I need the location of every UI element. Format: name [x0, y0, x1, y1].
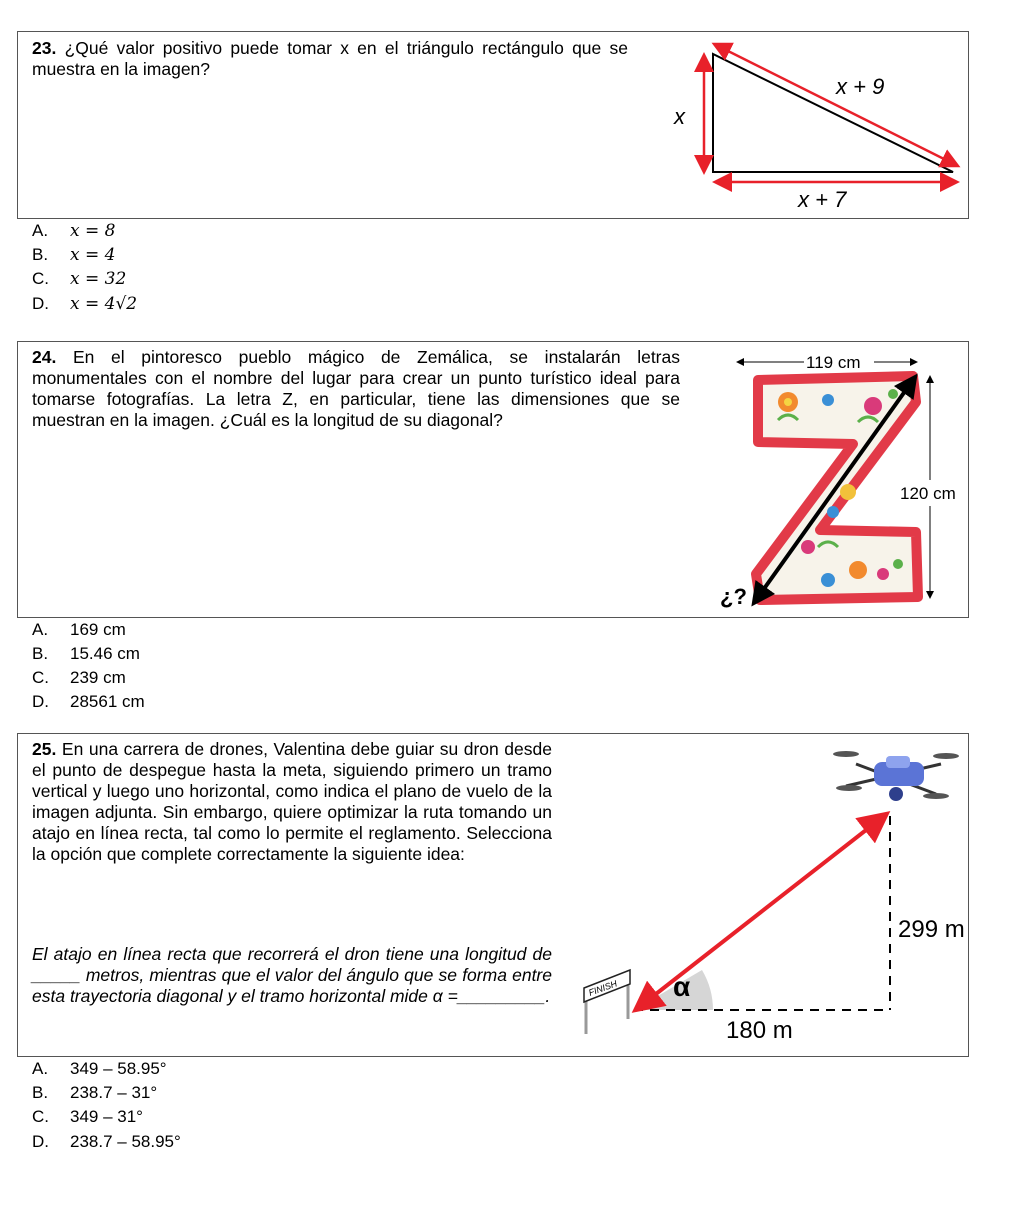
q25-option-d[interactable]: D. 238.7 – 58.95°: [32, 1132, 181, 1151]
question-23-number: 23.: [32, 38, 57, 58]
q23-option-d[interactable]: D. x = 4√2: [32, 294, 138, 314]
question-25-box: [17, 733, 969, 1057]
question-24-number: 24.: [32, 347, 57, 367]
right-triangle: [713, 54, 953, 172]
finish-gate-icon: [584, 970, 630, 1034]
q23-option-b[interactable]: B. x = 4: [32, 245, 116, 265]
drone-icon: [833, 751, 959, 801]
hyp-label: x + 9: [836, 74, 885, 99]
angle-label: α: [673, 971, 691, 1002]
q24-option-d[interactable]: D. 28561 cm: [32, 692, 145, 711]
drone-figure: [556, 734, 966, 1054]
unknown-label: ¿?: [720, 584, 747, 609]
question-23-box: [17, 31, 969, 219]
question-24-box: [17, 341, 969, 618]
question-25-text: [32, 739, 552, 865]
base-label: x + 7: [798, 187, 847, 212]
question-25-statement: En una carrera de drones, Valentina debe guiar su dron desde el punto de despegue hasta la meta, siguiendo primero un tramo vertical y luego uno horizontal, como indica el plano de vuelo de la imagen adjunta. Sin embargo, quiere optimizar la ruta tomando un atajo en línea recta, tal como lo permite el reglamento. Selecciona la opción que complete correctamente la siguiente idea:: [32, 739, 552, 864]
q23-option-a[interactable]: A. x = 8: [32, 221, 116, 241]
q24-option-a[interactable]: A. 169 cm: [32, 620, 126, 639]
triangle-figure: [668, 32, 968, 216]
question-25-idea: El atajo en línea recta que recorrerá el dron tiene una longitud de _____ metros, mientras que el valor del ángulo que se forma entre esta trayectoria diagonal y el tramo horizontal mide α =_________.: [32, 944, 552, 1006]
width-label: 119 cm: [806, 353, 861, 372]
q25-option-b[interactable]: B. 238.7 – 31°: [32, 1083, 158, 1102]
question-24-statement: En el pintoresco pueblo mágico de Zemálica, se instalarán letras monumentales con el nombre del lugar para crear un punto turístico ideal para tomarse fotografías. La letra Z, en particular, tiene las dimensiones que se muestran en la imagen. ¿Cuál es la longitud de su diagonal?: [32, 347, 680, 430]
horizontal-label: 180 m: [726, 1017, 793, 1044]
q24-option-b[interactable]: B. 15.46 cm: [32, 644, 140, 663]
question-25-number: 25.: [32, 739, 57, 759]
vertical-label: 299 m: [898, 916, 965, 943]
q23-option-c[interactable]: C. x = 32: [32, 269, 127, 289]
question-24-text: [32, 347, 680, 431]
height-label: 120 cm: [900, 484, 956, 503]
question-23-text: [32, 38, 628, 80]
q25-option-c[interactable]: C. 349 – 31°: [32, 1107, 143, 1126]
leg-label: x: [674, 104, 685, 129]
letter-z-figure: [708, 342, 968, 615]
q25-option-a[interactable]: A. 349 – 58.95°: [32, 1059, 167, 1078]
q24-option-c[interactable]: C. 239 cm: [32, 668, 126, 687]
question-23-statement: ¿Qué valor positivo puede tomar x en el triángulo rectángulo que se muestra en la imagen?: [32, 38, 628, 79]
finish-label: FINISH: [587, 978, 619, 998]
